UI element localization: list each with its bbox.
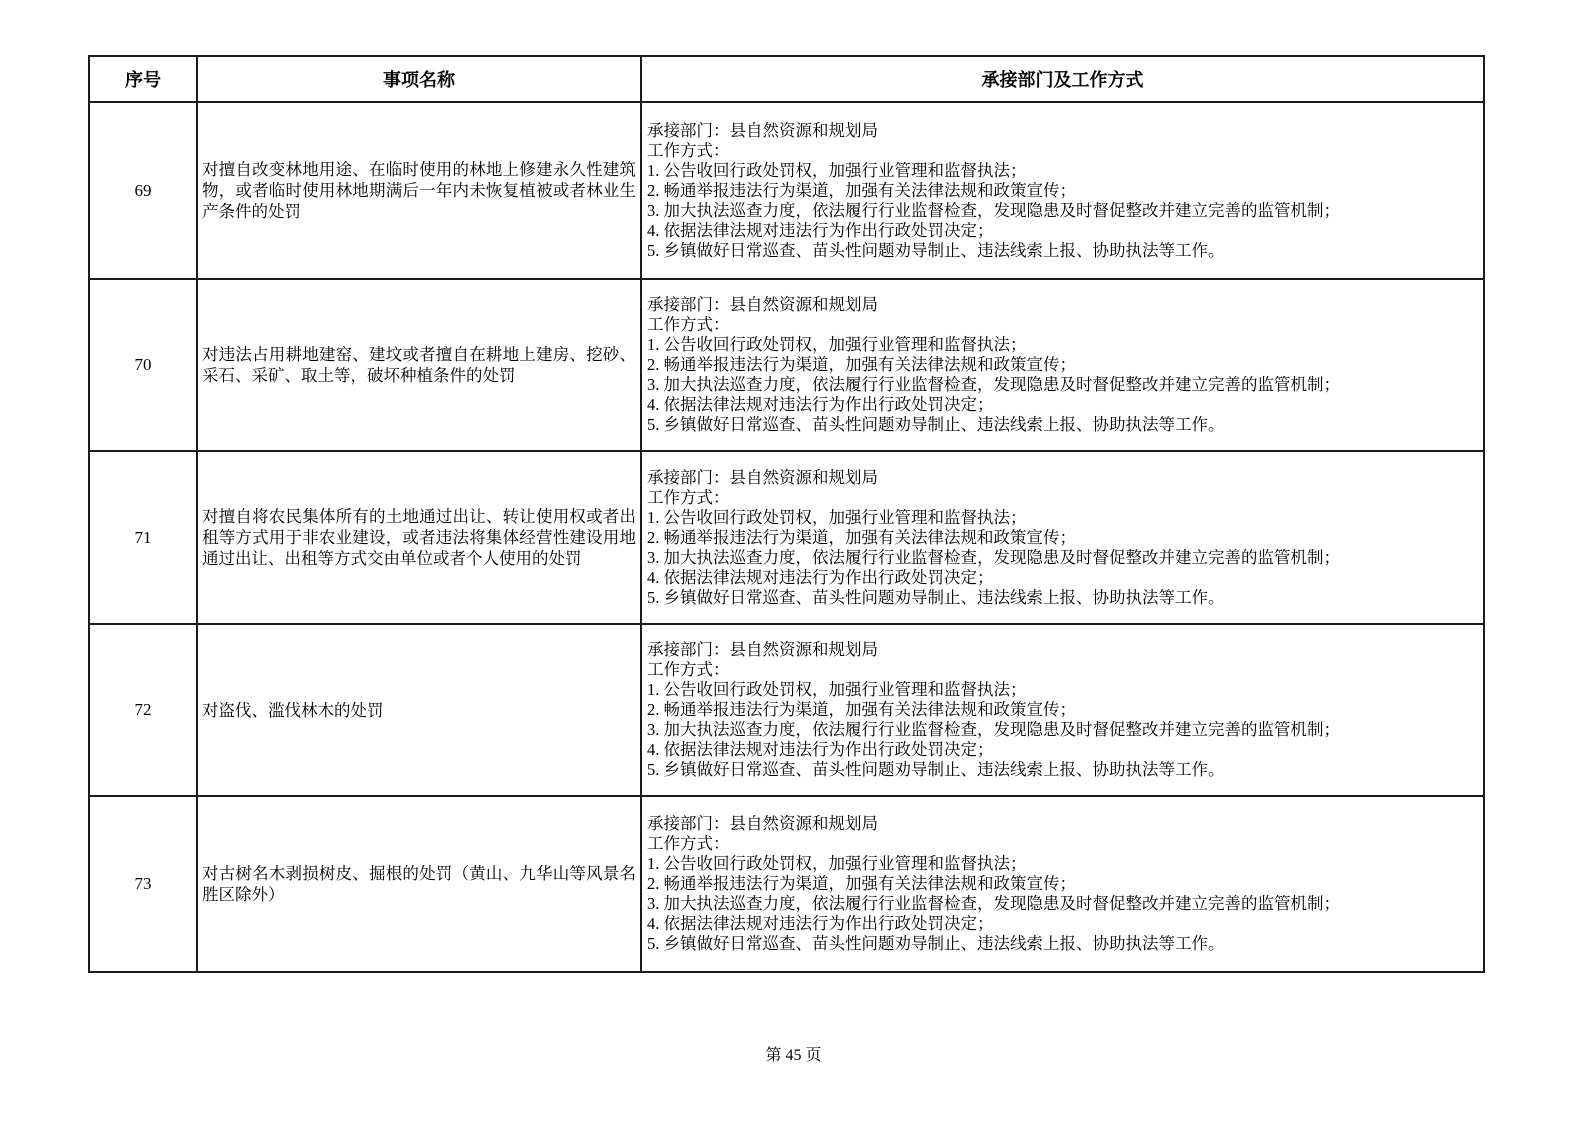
method-label-line: 工作方式： bbox=[647, 487, 730, 507]
row-serial-number: 71 bbox=[89, 451, 197, 624]
method-line-3: 3. 加大执法巡查力度，依法履行行业监督检查，发现隐患及时督促整改并建立完善的监管机制； bbox=[647, 547, 1340, 567]
table-row bbox=[89, 451, 1484, 624]
method-label-line: 工作方式： bbox=[647, 834, 730, 853]
method-line-2: 2. 畅通举报违法行为渠道，加强有关法律法规和政策宣传； bbox=[647, 700, 1076, 719]
col-header-department-method: 承接部门及工作方式 bbox=[641, 56, 1484, 102]
row-serial-number: 70 bbox=[89, 279, 197, 451]
method-line-3: 3. 加大执法巡查力度，依法履行行业监督检查，发现隐患及时督促整改并建立完善的监管机制； bbox=[647, 375, 1340, 394]
department-method-cell bbox=[641, 102, 1484, 279]
item-name-text: 对古树名木剥损树皮、掘根的处罚（黄山、九华山等风景名胜区除外） bbox=[202, 864, 636, 904]
row-serial-number: 72 bbox=[89, 624, 197, 796]
method-line-2: 2. 畅通举报违法行为渠道，加强有关法律法规和政策宣传； bbox=[647, 355, 1076, 374]
item-name-cell bbox=[197, 279, 641, 451]
detail-lines bbox=[642, 814, 1483, 954]
method-line-4: 4. 依据法律法规对违法行为作出行政处罚决定； bbox=[647, 220, 994, 240]
department-method-cell bbox=[641, 451, 1484, 624]
row-serial-number: 69 bbox=[89, 102, 197, 279]
col-header-item-name: 事项名称 bbox=[197, 56, 641, 102]
department-method-cell bbox=[641, 624, 1484, 796]
method-line-5: 5. 乡镇做好日常巡查、苗头性问题劝导制止、违法线索上报、协助执法等工作。 bbox=[647, 415, 1225, 434]
table-header-row bbox=[89, 56, 1484, 102]
item-name-cell bbox=[197, 102, 641, 279]
method-label-line: 工作方式： bbox=[647, 140, 730, 160]
method-line-3: 3. 加大执法巡查力度，依法履行行业监督检查，发现隐患及时督促整改并建立完善的监管机制； bbox=[647, 200, 1340, 220]
item-name-text: 对擅自将农民集体所有的土地通过出让、转让使用权或者出租等方式用于非农业建设，或者违法将集体经营性建设用地通过出让、出租等方式交由单位或者个人使用的处罚 bbox=[202, 507, 636, 568]
method-line-4: 4. 依据法律法规对违法行为作出行政处罚决定； bbox=[647, 567, 994, 587]
detail-lines bbox=[642, 121, 1483, 261]
items-table bbox=[88, 55, 1485, 973]
method-line-1: 1. 公告收回行政处罚权，加强行业管理和监督执法； bbox=[647, 680, 1027, 699]
item-name-cell bbox=[197, 796, 641, 972]
item-name-text: 对盗伐、滥伐林木的处罚 bbox=[202, 700, 384, 720]
method-line-2: 2. 畅通举报违法行为渠道，加强有关法律法规和政策宣传； bbox=[647, 180, 1076, 200]
department-line: 承接部门：县自然资源和规划局 bbox=[647, 295, 878, 314]
detail-lines bbox=[642, 295, 1483, 435]
department-method-cell bbox=[641, 796, 1484, 972]
detail-lines bbox=[642, 468, 1483, 608]
item-name-cell bbox=[197, 451, 641, 624]
method-line-5: 5. 乡镇做好日常巡查、苗头性问题劝导制止、违法线索上报、协助执法等工作。 bbox=[647, 240, 1225, 260]
department-line: 承接部门：县自然资源和规划局 bbox=[647, 814, 878, 833]
method-line-2: 2. 畅通举报违法行为渠道，加强有关法律法规和政策宣传； bbox=[647, 527, 1076, 547]
department-line: 承接部门：县自然资源和规划局 bbox=[647, 467, 878, 487]
method-label-line: 工作方式： bbox=[647, 315, 730, 334]
table-row bbox=[89, 279, 1484, 451]
method-line-4: 4. 依据法律法规对违法行为作出行政处罚决定； bbox=[647, 914, 994, 933]
method-line-3: 3. 加大执法巡查力度，依法履行行业监督检查，发现隐患及时督促整改并建立完善的监管机制； bbox=[647, 894, 1340, 913]
method-line-4: 4. 依据法律法规对违法行为作出行政处罚决定； bbox=[647, 395, 994, 414]
method-line-1: 1. 公告收回行政处罚权，加强行业管理和监督执法； bbox=[647, 160, 1027, 180]
item-name-cell bbox=[197, 624, 641, 796]
table-row bbox=[89, 624, 1484, 796]
detail-lines bbox=[642, 640, 1483, 780]
department-method-cell bbox=[641, 279, 1484, 451]
method-line-1: 1. 公告收回行政处罚权，加强行业管理和监督执法； bbox=[647, 335, 1027, 354]
table-row bbox=[89, 102, 1484, 279]
method-line-4: 4. 依据法律法规对违法行为作出行政处罚决定； bbox=[647, 740, 994, 759]
method-line-5: 5. 乡镇做好日常巡查、苗头性问题劝导制止、违法线索上报、协助执法等工作。 bbox=[647, 587, 1225, 607]
department-line: 承接部门：县自然资源和规划局 bbox=[647, 640, 878, 659]
item-name-text: 对违法占用耕地建窑、建坟或者擅自在耕地上建房、挖砂、采石、采矿、取土等，破坏种植条件的处罚 bbox=[202, 345, 636, 385]
method-line-5: 5. 乡镇做好日常巡查、苗头性问题劝导制止、违法线索上报、协助执法等工作。 bbox=[647, 934, 1225, 953]
col-header-serial: 序号 bbox=[89, 56, 197, 102]
item-name-text: 对擅自改变林地用途、在临时使用的林地上修建永久性建筑物，或者临时使用林地期满后一年内未恢复植被或者林业生产条件的处罚 bbox=[202, 160, 636, 221]
method-line-5: 5. 乡镇做好日常巡查、苗头性问题劝导制止、违法线索上报、协助执法等工作。 bbox=[647, 760, 1225, 779]
method-line-3: 3. 加大执法巡查力度，依法履行行业监督检查，发现隐患及时督促整改并建立完善的监管机制； bbox=[647, 720, 1340, 739]
method-line-2: 2. 畅通举报违法行为渠道，加强有关法律法规和政策宣传； bbox=[647, 874, 1076, 893]
method-line-1: 1. 公告收回行政处罚权，加强行业管理和监督执法； bbox=[647, 507, 1027, 527]
page-number: 第 45 页 bbox=[765, 1047, 822, 1064]
method-label-line: 工作方式： bbox=[647, 660, 730, 679]
department-line: 承接部门：县自然资源和规划局 bbox=[647, 120, 878, 140]
table-row bbox=[89, 796, 1484, 972]
method-line-1: 1. 公告收回行政处罚权，加强行业管理和监督执法； bbox=[647, 854, 1027, 873]
row-serial-number: 73 bbox=[89, 796, 197, 972]
